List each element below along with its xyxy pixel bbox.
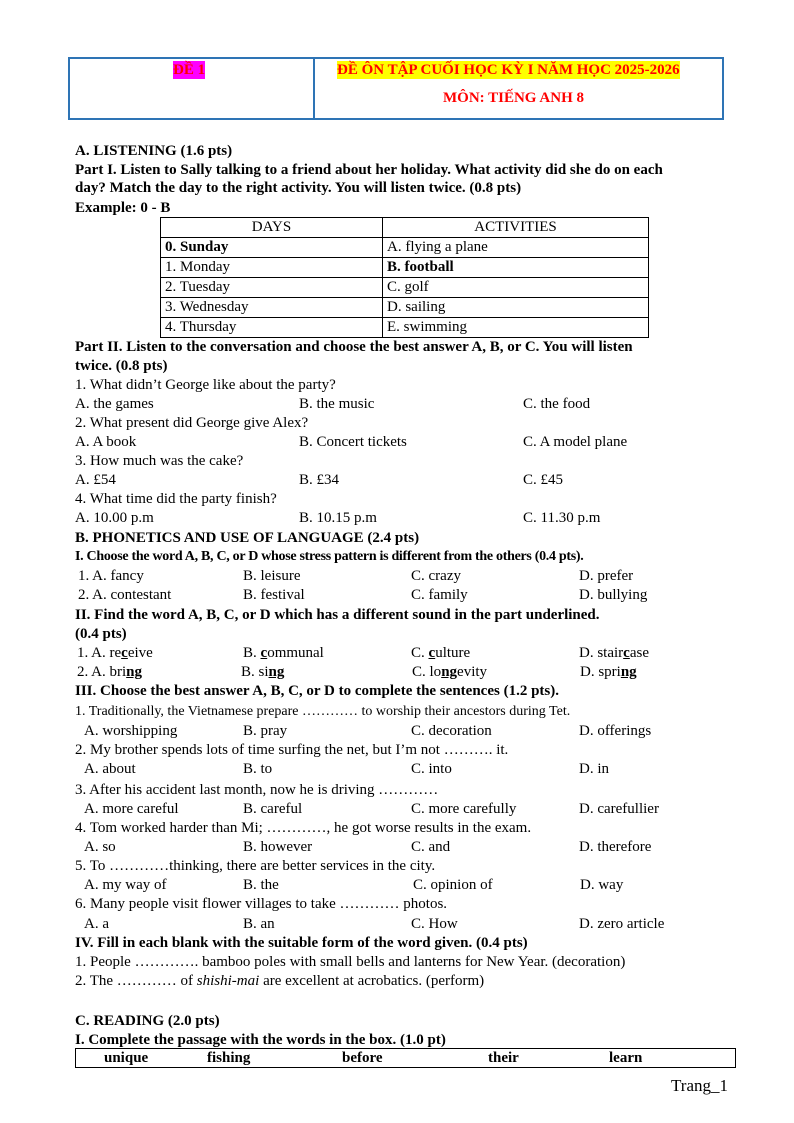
option-c: C. £45 — [523, 472, 564, 488]
sound-option-c: C. longevity — [412, 664, 488, 680]
option-b: B. the music — [299, 396, 375, 412]
exam-title: ĐỀ ÔN TẬP CUỐI HỌC KỲ I NĂM HỌC 2025-2026 — [337, 62, 680, 78]
stress-option-b: B. festival — [243, 587, 305, 603]
sound-instruction-1: II. Find the word A, B, C, or D which has a different sound in the part underlined. — [75, 607, 600, 623]
table-cell-activity: E. swimming — [383, 318, 649, 338]
mc-option-d: D. in — [579, 761, 609, 777]
stress-option-c: C. family — [411, 587, 468, 603]
table-cell-day: 1. Monday — [161, 258, 383, 278]
table-cell-day: 3. Wednesday — [161, 298, 383, 318]
sound-option-b: B. communal — [243, 645, 324, 661]
listening-question: 4. What time did the party finish? — [75, 491, 277, 507]
word-box — [75, 1048, 736, 1068]
table-cell-activity: C. golf — [383, 278, 649, 298]
sound-option-d: D. staircase — [579, 645, 649, 661]
option-c: C. the food — [523, 396, 591, 412]
mc-option-d: D. therefore — [579, 839, 652, 855]
reading-part1-instruction: I. Complete the passage with the words in the box. (1.0 pt) — [75, 1032, 446, 1048]
page-number: Trang_1 — [671, 1076, 728, 1095]
option-b: B. 10.15 p.m — [299, 510, 377, 526]
stress-option-c: C. crazy — [411, 568, 461, 584]
option-b: B. £34 — [299, 472, 340, 488]
mc-question: 3. After his accident last month, now he is driving ………… — [75, 782, 439, 798]
table-header-days: DAYS — [161, 218, 383, 238]
table-cell-day: 2. Tuesday — [161, 278, 383, 298]
option-c: C. 11.30 p.m — [523, 510, 601, 526]
table-row — [161, 298, 649, 318]
section-c-title: C. READING (2.0 pts) — [75, 1013, 220, 1029]
mc-question: 1. Traditionally, the Vietnamese prepare ………… to worship their ancestors during Tet. — [75, 704, 571, 719]
part1-instruction-2: day? Match the day to the right activity. You will listen twice. (0.8 pts) — [75, 180, 522, 196]
exam-code: ĐỀ 1 — [173, 62, 206, 78]
part2-instruction-2: twice. (0.8 pts) — [75, 358, 168, 374]
matching-table — [160, 217, 649, 338]
sound-option-a: 2. A. bring — [77, 664, 143, 680]
mc-option-b: B. however — [243, 839, 313, 855]
word-box-item: their — [488, 1050, 519, 1066]
part2-instruction-1: Part II. Listen to the conversation and choose the best answer A, B, or C. You will listen — [75, 339, 633, 355]
mc-option-d: D. carefullier — [579, 801, 659, 817]
mc-option-a: A. more careful — [84, 801, 179, 817]
header-box — [68, 57, 724, 120]
mc-question: 6. Many people visit flower villages to take ………… photos. — [75, 896, 448, 912]
option-a: A. the games — [75, 396, 154, 412]
sound-instruction-2: (0.4 pts) — [75, 626, 127, 642]
part1-instruction-1: Part I. Listen to Sally talking to a friend about her holiday. What activity did she do on each — [75, 162, 663, 178]
word-box-item: unique — [104, 1050, 149, 1066]
mc-option-b: B. careful — [243, 801, 303, 817]
stress-option-a: 1. A. fancy — [78, 568, 144, 584]
mc-option-b: B. an — [243, 916, 275, 932]
mc-option-c: C. into — [411, 761, 452, 777]
sound-option-c: C. culture — [411, 645, 471, 661]
section-b-title: B. PHONETICS AND USE OF LANGUAGE (2.4 pts) — [75, 530, 420, 546]
stress-option-d: D. prefer — [579, 568, 634, 584]
mc-question: 2. My brother spends lots of time surfing the net, but I’m not ………. it. — [75, 742, 509, 758]
table-row — [161, 318, 649, 338]
mc-question: 4. Tom worked harder than Mi; …………, he got worse results in the exam. — [75, 820, 532, 836]
mc-option-a: A. worshipping — [84, 723, 178, 739]
mc-option-a: A. a — [84, 916, 109, 932]
mc-instruction: III. Choose the best answer A, B, C, or D to complete the sentences (1.2 pts). — [75, 683, 559, 699]
mc-option-c: C. more carefully — [411, 801, 517, 817]
word-box-item: fishing — [207, 1050, 251, 1066]
table-row — [161, 278, 649, 298]
mc-question: 5. To …………thinking, there are better services in the city. — [75, 858, 436, 874]
mc-option-d: D. zero article — [579, 916, 665, 932]
sound-option-a: 1. A. receive — [77, 645, 153, 661]
word-form-instruction: IV. Fill in each blank with the suitable form of the word given. (0.4 pts) — [75, 935, 528, 951]
table-header-row — [161, 218, 649, 238]
header-divider — [313, 59, 315, 118]
option-b: B. Concert tickets — [299, 434, 407, 450]
mc-option-c: C. decoration — [411, 723, 492, 739]
sound-option-b: B. sing — [241, 664, 285, 680]
table-cell-activity: B. football — [383, 258, 649, 278]
section-a-title: A. LISTENING (1.6 pts) — [75, 143, 233, 159]
option-a: A. 10.00 p.m — [75, 510, 154, 526]
table-cell-activity: A. flying a plane — [383, 238, 649, 258]
stress-option-d: D. bullying — [579, 587, 648, 603]
word-box-item: learn — [609, 1050, 643, 1066]
table-cell-activity: D. sailing — [383, 298, 649, 318]
listening-question: 1. What didn’t George like about the party? — [75, 377, 336, 393]
mc-option-b: B. to — [243, 761, 273, 777]
table-row — [161, 238, 649, 258]
mc-option-c: C. and — [411, 839, 451, 855]
word-box-item: before — [342, 1050, 383, 1066]
mc-option-b: B. the — [243, 877, 279, 893]
word-form-question-1: 1. People …………. bamboo poles with small bells and lanterns for New Year. (decoration) — [75, 954, 626, 970]
table-header-activities: ACTIVITIES — [383, 218, 649, 238]
word-form-question-2: 2. The ………… of shishi-mai are excellent at acrobatics. (perform) — [75, 973, 485, 989]
stress-option-a: 2. A. contestant — [78, 587, 172, 603]
listening-question: 2. What present did George give Alex? — [75, 415, 309, 431]
stress-instruction: I. Choose the word A, B, C, or D whose stress pattern is different from the others (0.4 pts). — [75, 549, 584, 564]
subject-title: MÔN: TIẾNG ANH 8 — [443, 90, 584, 106]
sound-option-d: D. spring — [580, 664, 637, 680]
option-a: A. £54 — [75, 472, 116, 488]
mc-option-d: D. way — [580, 877, 624, 893]
option-a: A. A book — [75, 434, 137, 450]
table-row — [161, 258, 649, 278]
table-cell-day: 4. Thursday — [161, 318, 383, 338]
mc-option-a: A. so — [84, 839, 116, 855]
option-c: C. A model plane — [523, 434, 628, 450]
mc-option-c: C. opinion of — [413, 877, 493, 893]
mc-option-a: A. about — [84, 761, 136, 777]
table-cell-day: 0. Sunday — [161, 238, 383, 258]
mc-option-d: D. offerings — [579, 723, 652, 739]
listening-question: 3. How much was the cake? — [75, 453, 244, 469]
mc-option-b: B. pray — [243, 723, 288, 739]
example-line: Example: 0 - B — [75, 200, 171, 216]
stress-option-b: B. leisure — [243, 568, 301, 584]
mc-option-a: A. my way of — [84, 877, 167, 893]
mc-option-c: C. How — [411, 916, 458, 932]
